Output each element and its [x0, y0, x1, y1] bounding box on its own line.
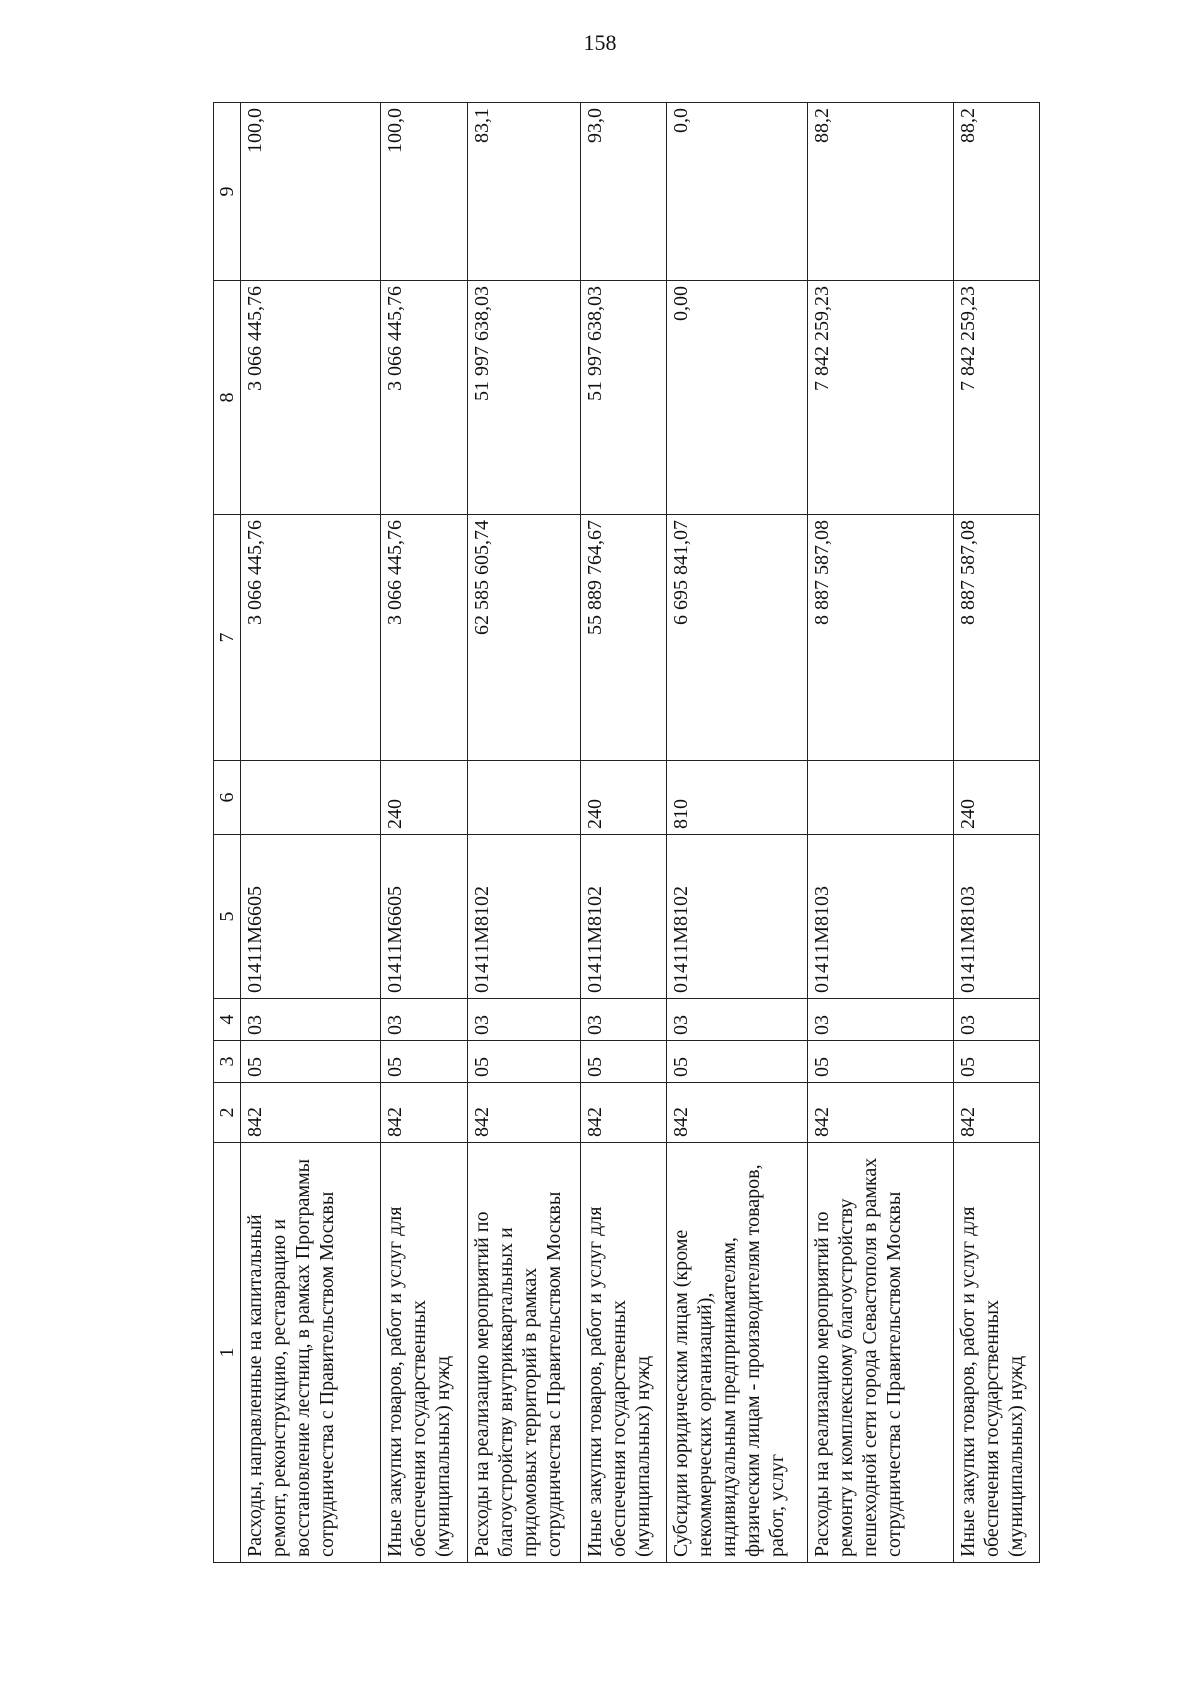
- amount-planned: 6 695 841,07: [667, 515, 807, 761]
- amount-executed: 7 842 259,23: [953, 281, 1039, 515]
- percent-executed: 83,1: [467, 103, 580, 281]
- code-expense-type: [241, 761, 381, 835]
- code-target: 01411M8102: [467, 835, 580, 999]
- header-cell: 6: [214, 761, 241, 835]
- code-ministry: 842: [581, 1083, 667, 1143]
- amount-executed: 3 066 445,76: [381, 281, 467, 515]
- code-section: 05: [807, 1041, 953, 1083]
- expense-name: Субсидии юридическим лицам (кроме некоммерческих организаций), индивидуальным предпринимателям, физическим лицам - производителям товаров, работ, услуг: [667, 1143, 807, 1563]
- amount-executed: 51 997 638,03: [581, 281, 667, 515]
- table-row: [241, 103, 381, 1563]
- code-target: 01411M6605: [381, 835, 467, 999]
- table-row: [581, 103, 667, 1563]
- header-cell: 8: [214, 281, 241, 515]
- expense-name: Иные закупки товаров, работ и услуг для обеспечения государственных (муниципальных) нужд: [381, 1143, 467, 1563]
- expense-name: Расходы на реализацию мероприятий по ремонту и комплексному благоустройству пешеходной сети города Севастополя в рамках сотрудничества с Правительством Москвы: [807, 1143, 953, 1563]
- table-row: [667, 103, 807, 1563]
- code-expense-type: [807, 761, 953, 835]
- code-section: 05: [667, 1041, 807, 1083]
- expense-name: Расходы на реализацию мероприятий по благоустройству внутриквартальных и придомовых территорий в рамках сотрудничества с Правительством Москвы: [467, 1143, 580, 1563]
- header-cell: 2: [214, 1083, 241, 1143]
- percent-executed: 0,0: [667, 103, 807, 281]
- amount-planned: 62 585 605,74: [467, 515, 580, 761]
- code-expense-type: 240: [581, 761, 667, 835]
- table-row: [467, 103, 580, 1563]
- percent-executed: 88,2: [807, 103, 953, 281]
- amount-executed: 51 997 638,03: [467, 281, 580, 515]
- amount-planned: 8 887 587,08: [953, 515, 1039, 761]
- code-subsection: 03: [381, 999, 467, 1041]
- code-target: 01411M6605: [241, 835, 381, 999]
- code-subsection: 03: [467, 999, 580, 1041]
- header-cell: 1: [214, 1143, 241, 1563]
- header-cell: 9: [214, 103, 241, 281]
- code-target: 01411M8103: [953, 835, 1039, 999]
- header-cell: 4: [214, 999, 241, 1041]
- amount-planned: 3 066 445,76: [381, 515, 467, 761]
- code-section: 05: [581, 1041, 667, 1083]
- percent-executed: 93,0: [581, 103, 667, 281]
- code-subsection: 03: [581, 999, 667, 1041]
- code-subsection: 03: [241, 999, 381, 1041]
- expense-name: Иные закупки товаров, работ и услуг для обеспечения государственных (муниципальных) нужд: [953, 1143, 1039, 1563]
- code-subsection: 03: [667, 999, 807, 1041]
- code-section: 05: [467, 1041, 580, 1083]
- code-expense-type: 240: [953, 761, 1039, 835]
- code-ministry: 842: [381, 1083, 467, 1143]
- table-row: [807, 103, 953, 1563]
- amount-executed: 3 066 445,76: [241, 281, 381, 515]
- code-section: 05: [953, 1041, 1039, 1083]
- code-expense-type: [467, 761, 580, 835]
- code-target: 01411M8102: [667, 835, 807, 999]
- code-expense-type: 240: [381, 761, 467, 835]
- code-ministry: 842: [667, 1083, 807, 1143]
- percent-executed: 88,2: [953, 103, 1039, 281]
- expense-name: Иные закупки товаров, работ и услуг для обеспечения государственных (муниципальных) нужд: [581, 1143, 667, 1563]
- percent-executed: 100,0: [381, 103, 467, 281]
- code-ministry: 842: [241, 1083, 381, 1143]
- table-row: [953, 103, 1039, 1563]
- code-ministry: 842: [807, 1083, 953, 1143]
- amount-executed: 7 842 259,23: [807, 281, 953, 515]
- header-cell: 5: [214, 835, 241, 999]
- code-subsection: 03: [953, 999, 1039, 1041]
- table-container: [213, 103, 1040, 1563]
- amount-planned: 55 889 764,67: [581, 515, 667, 761]
- code-subsection: 03: [807, 999, 953, 1041]
- percent-executed: 100,0: [241, 103, 381, 281]
- code-target: 01411M8102: [581, 835, 667, 999]
- amount-planned: 8 887 587,08: [807, 515, 953, 761]
- code-ministry: 842: [467, 1083, 580, 1143]
- page-number: 158: [583, 30, 617, 55]
- code-ministry: 842: [953, 1083, 1039, 1143]
- rotated-table-area: [213, 103, 1040, 1563]
- header-cell: 7: [214, 515, 241, 761]
- amount-executed: 0,00: [667, 281, 807, 515]
- code-expense-type: 810: [667, 761, 807, 835]
- expense-name: Расходы, направленные на капитальный ремонт, реконструкцию, реставрацию и восстановление лестниц, в рамках Программы сотрудничества с Правительством Москвы: [241, 1143, 381, 1563]
- code-section: 05: [241, 1041, 381, 1083]
- code-target: 01411M8103: [807, 835, 953, 999]
- header-row: [214, 103, 241, 1563]
- budget-table: [213, 102, 1040, 1563]
- table-row: [381, 103, 467, 1563]
- amount-planned: 3 066 445,76: [241, 515, 381, 761]
- code-section: 05: [381, 1041, 467, 1083]
- header-cell: 3: [214, 1041, 241, 1083]
